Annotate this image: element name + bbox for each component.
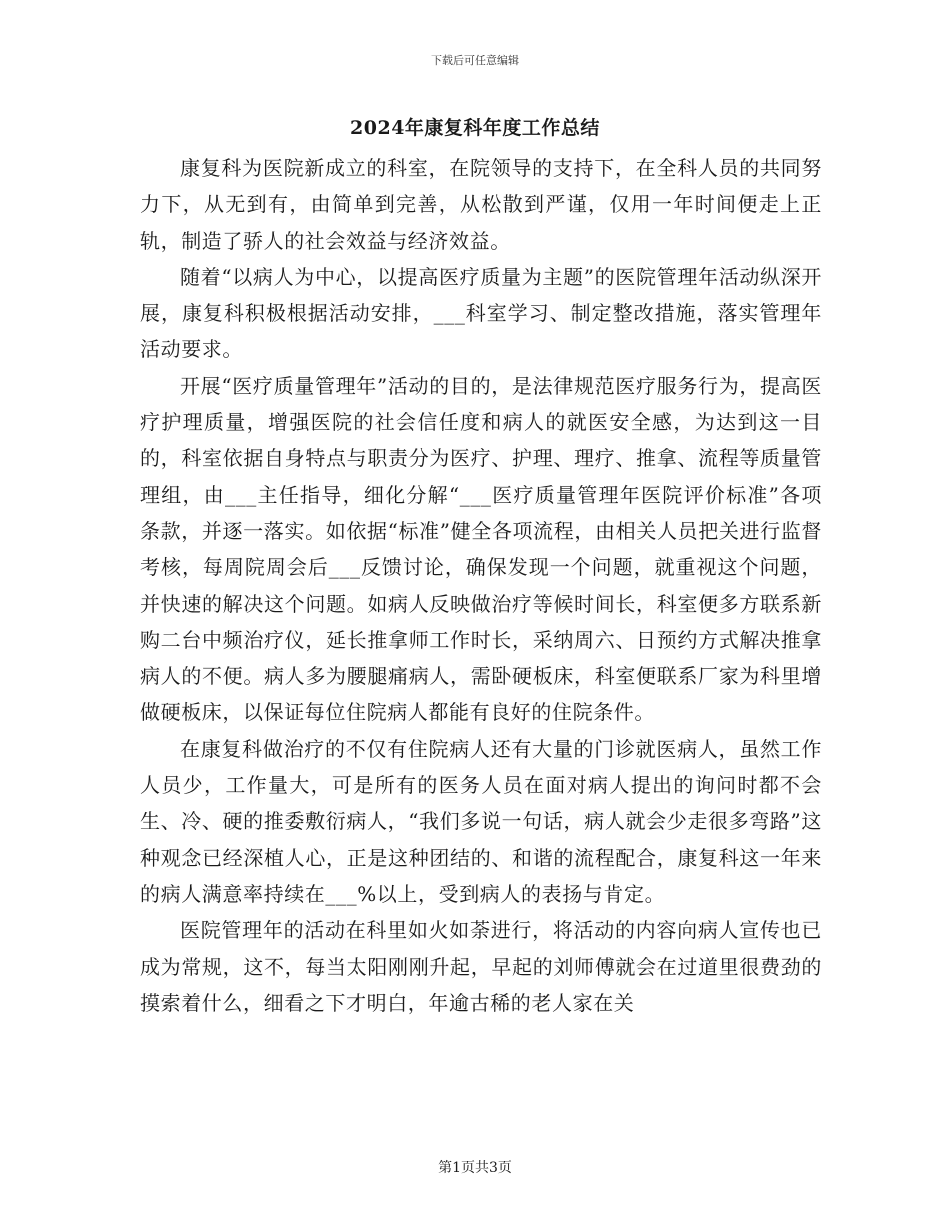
paragraph-4: 在康复科做治疗的不仅有住院病人还有大量的门诊就医病人，虽然工作人员少，工作量大，可是所有的医务人员在面对病人提出的询问时都不会生、冷、硬的推委敷衍病人，“我们多说一句话，病人就会少走很多弯路”这种观念已经深植人心，正是这种团结的、和谐的流程配合，康复科这一年来的病人满意率持续在___%以上，受到病人的表扬与肯定。 xyxy=(140,736,822,906)
paragraph-2: 随着“以病人为中心，以提高医疗质量为主题”的医院管理年活动纵深开展，康复科积极根据活动安排，___科室学习、制定整改措施，落实管理年活动要求。 xyxy=(140,264,822,362)
paragraph-5: 医院管理年的活动在科里如火如荼进行，将活动的内容向病人宣传也已成为常规，这不，每当太阳刚刚升起，早起的刘师傅就会在过道里很费劲的摸索着什么，细看之下才明白，年逾古稀的老人家在关 xyxy=(140,918,822,1015)
paragraph-1: 康复科为医院新成立的科室，在院领导的支持下，在全科人员的共同努力下，从无到有，由简单到完善，从松散到严谨，仅用一年时间便走上正轨，制造了骄人的社会效益与经济效益。 xyxy=(140,156,822,253)
document-title: 2024年康复科年度工作总结 xyxy=(350,117,600,139)
document-body xyxy=(140,150,822,1021)
page-number: 第1页共3页 xyxy=(438,1160,512,1176)
paragraph-3: 开展“医疗质量管理年”活动的目的，是法律规范医疗服务行为，提高医疗护理质量，增强医院的社会信任度和病人的就医安全感，为达到这一目的，科室依据自身特点与职责分为医疗、护理、理疗、推拿、流程等质量管理组，由___主任指导，细化分解“___医疗质量管理年医院评价标准”各项条款，并逐一落实。如依据“标准”健全各项流程，由相关人员把关进行监督考核，每周院周会后___反馈讨论，确保发现一个问题，就重视这个问题，并快速的解决这个问题。如病人反映做治疗等候时间长，科室便多方联系新购二台中频治疗仪，延长推拿师工作时长，采纳周六、日预约方式解决推拿病人的不便。病人多为腰腿痛病人，需卧硬板床，科室便联系厂家为科里增做硬板床，以保证每位住院病人都能有良好的住院条件。 xyxy=(140,373,822,725)
page-header-note: 下载后可任意编辑 xyxy=(431,54,519,67)
